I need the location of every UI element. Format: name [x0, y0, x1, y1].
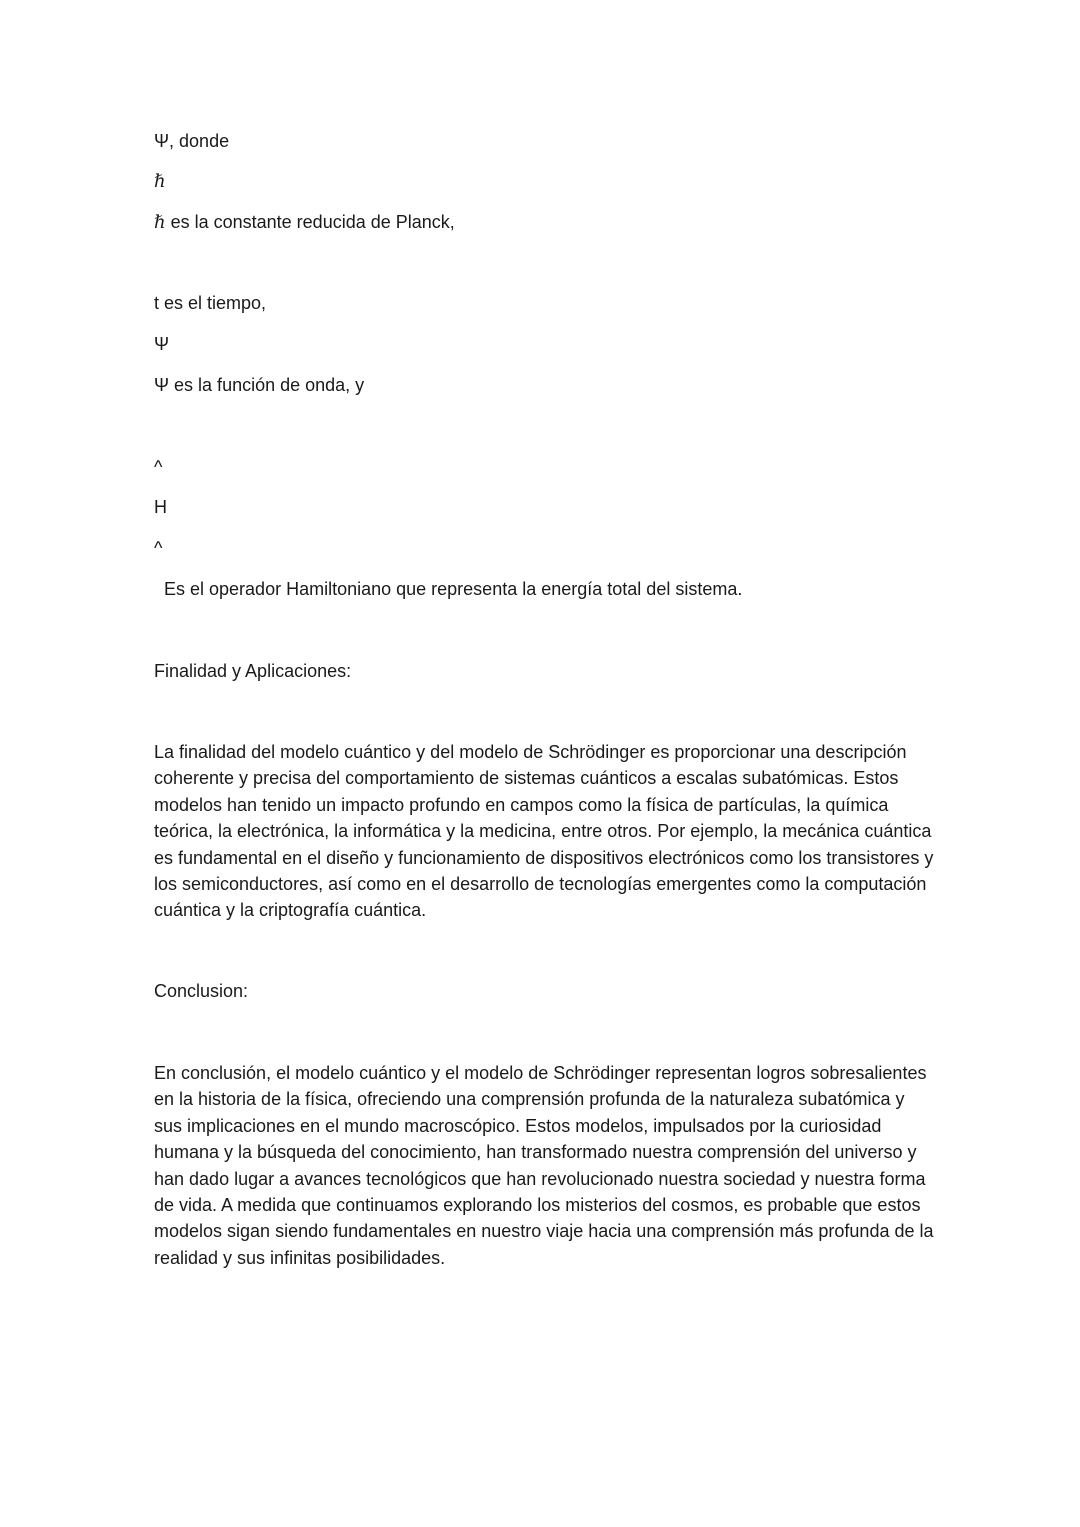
hbar-inline-symbol: ℏ — [154, 212, 166, 233]
section-heading-conclusion: Conclusion: — [154, 981, 249, 1001]
psi-donde-line: Ψ, donde — [154, 131, 230, 151]
section-heading-finalidad: Finalidad y Aplicaciones: — [154, 661, 352, 681]
hat-bottom-symbol: ^ — [154, 538, 163, 558]
hamiltonian-symbol: H — [154, 497, 167, 517]
hbar-description-text: es la constante reducida de Planck, — [165, 212, 455, 232]
time-description-line: t es el tiempo, — [154, 293, 267, 313]
hbar-description-line — [154, 210, 455, 235]
hat-top-symbol: ^ — [154, 457, 163, 477]
hamiltonian-description-line: Es el operador Hamiltoniano que representa la energía total del sistema. — [154, 579, 743, 599]
hbar-symbol: ℏ — [154, 171, 166, 192]
section-body-conclusion: En conclusión, el modelo cuántico y el modelo de Schrödinger representan logros sobresalientes en la historia de la física, ofreciendo una comprensión profunda de la naturaleza subatómica y sus implicaciones en el mundo macroscópico. Estos modelos, impulsados por la curiosidad humana y la búsqueda del conocimiento, han transformado nuestra comprensión del universo y han dado lugar a avances tecnológicos que han revolucionado nuestra sociedad y nuestra forma de vida. A medida que continuamos explorando los misterios del cosmos, es probable que estos modelos sigan siendo fundamentales en nuestro viaje hacia una comprensión más profunda de la realidad y sus infinitas posibilidades. — [154, 1063, 934, 1268]
psi-symbol: Ψ — [154, 334, 170, 354]
psi-description-line: Ψ es la función de onda, y — [154, 375, 365, 395]
section-body-finalidad: La finalidad del modelo cuántico y del modelo de Schrödinger es proporcionar una descripción coherente y precisa del comportamiento de sistemas cuánticos a escalas subatómicas. Estos modelos han tenido un impacto profundo en campos como la física de partículas, la química teórica, la electrónica, la informática y la medicina, entre otros. Por ejemplo, la mecánica cuántica es fundamental en el diseño y funcionamiento de dispositivos electrónicos como los transistores y los semiconductores, así como en el desarrollo de tecnologías emergentes como la computación cuántica y la criptografía cuántica. — [154, 742, 934, 921]
